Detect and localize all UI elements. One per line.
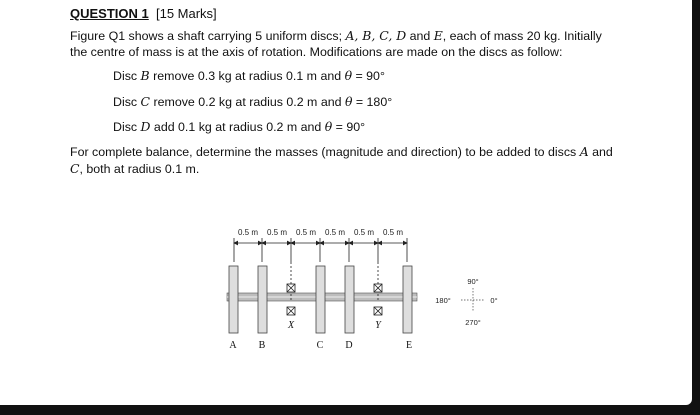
task-disc-c: C bbox=[70, 160, 80, 176]
disc-c bbox=[316, 266, 325, 333]
intro-text: Figure Q1 shows a shaft carrying 5 uniform discs; bbox=[70, 29, 346, 43]
task-text: For complete balance, determine the masses (magnitude and direction) to be added to discs bbox=[70, 145, 580, 159]
spacing-label-3: 0.5 m bbox=[295, 228, 317, 237]
spacing-label-2: 0.5 m bbox=[266, 228, 288, 237]
disc-label-a: A bbox=[229, 340, 237, 351]
disc-label-c: C bbox=[316, 340, 324, 351]
disc-d bbox=[345, 266, 354, 333]
plane-x-label: X bbox=[287, 320, 295, 331]
plane-x-markers bbox=[287, 262, 295, 315]
mod-value: = 90° bbox=[352, 69, 385, 83]
disc-b bbox=[258, 266, 267, 333]
spacing-label-4: 0.5 m bbox=[324, 228, 346, 237]
disc-label-b: B bbox=[258, 340, 266, 351]
intro-and: and bbox=[406, 29, 434, 43]
intro-disc-e: E bbox=[433, 28, 443, 43]
intro-text-end: , each of mass 20 kg. Initially bbox=[442, 29, 602, 43]
mod-disc: D bbox=[140, 119, 151, 134]
mod-theta: θ bbox=[344, 68, 353, 83]
mod-disc: C bbox=[140, 94, 151, 109]
question-title: QUESTION 1 bbox=[70, 6, 149, 21]
mod-text: remove 0.2 kg at radius 0.2 m and bbox=[150, 95, 345, 109]
angle-reference-cross bbox=[461, 288, 484, 312]
task-and: and bbox=[588, 145, 613, 159]
mod-text: add 0.1 kg at radius 0.2 m and bbox=[150, 120, 325, 134]
dimension-arrows bbox=[234, 238, 407, 262]
mod-value: = 180° bbox=[352, 95, 393, 109]
mod-value: = 90° bbox=[332, 120, 366, 134]
intro-discs: A, B, C, D bbox=[345, 28, 407, 43]
spacing-label-6: 0.5 m bbox=[382, 228, 404, 237]
angle-0-label: 0° bbox=[490, 296, 498, 305]
disc-label-e: E bbox=[405, 340, 413, 351]
angle-270-label: 270° bbox=[465, 318, 481, 327]
task-text-end: , both at radius 0.1 m. bbox=[79, 161, 200, 176]
mod-text: remove 0.3 kg at radius 0.1 m and bbox=[149, 69, 345, 83]
question-marks: [15 Marks] bbox=[155, 6, 217, 21]
spacing-label-1: 0.5 m bbox=[237, 228, 259, 237]
plane-y-label: Y bbox=[375, 320, 381, 331]
angle-180-label: 180° bbox=[435, 296, 451, 305]
mod-theta: θ bbox=[324, 119, 333, 134]
mod-prefix: Disc bbox=[113, 95, 141, 109]
mod-prefix: Disc bbox=[113, 69, 141, 83]
disc-label-d: D bbox=[345, 340, 353, 351]
mod-theta: θ bbox=[344, 94, 353, 109]
spacing-label-5: 0.5 m bbox=[353, 228, 375, 237]
mod-disc: B bbox=[140, 68, 150, 83]
plane-y-markers bbox=[374, 262, 382, 315]
intro-line2: the centre of mass is at the axis of rotation. Modifications are made on the discs as follow: bbox=[70, 44, 563, 59]
disc-e bbox=[403, 266, 412, 333]
mod-prefix: Disc bbox=[113, 120, 141, 134]
disc-a bbox=[229, 266, 238, 333]
task-disc-a: A bbox=[579, 144, 589, 159]
angle-90-label: 90° bbox=[467, 277, 479, 286]
